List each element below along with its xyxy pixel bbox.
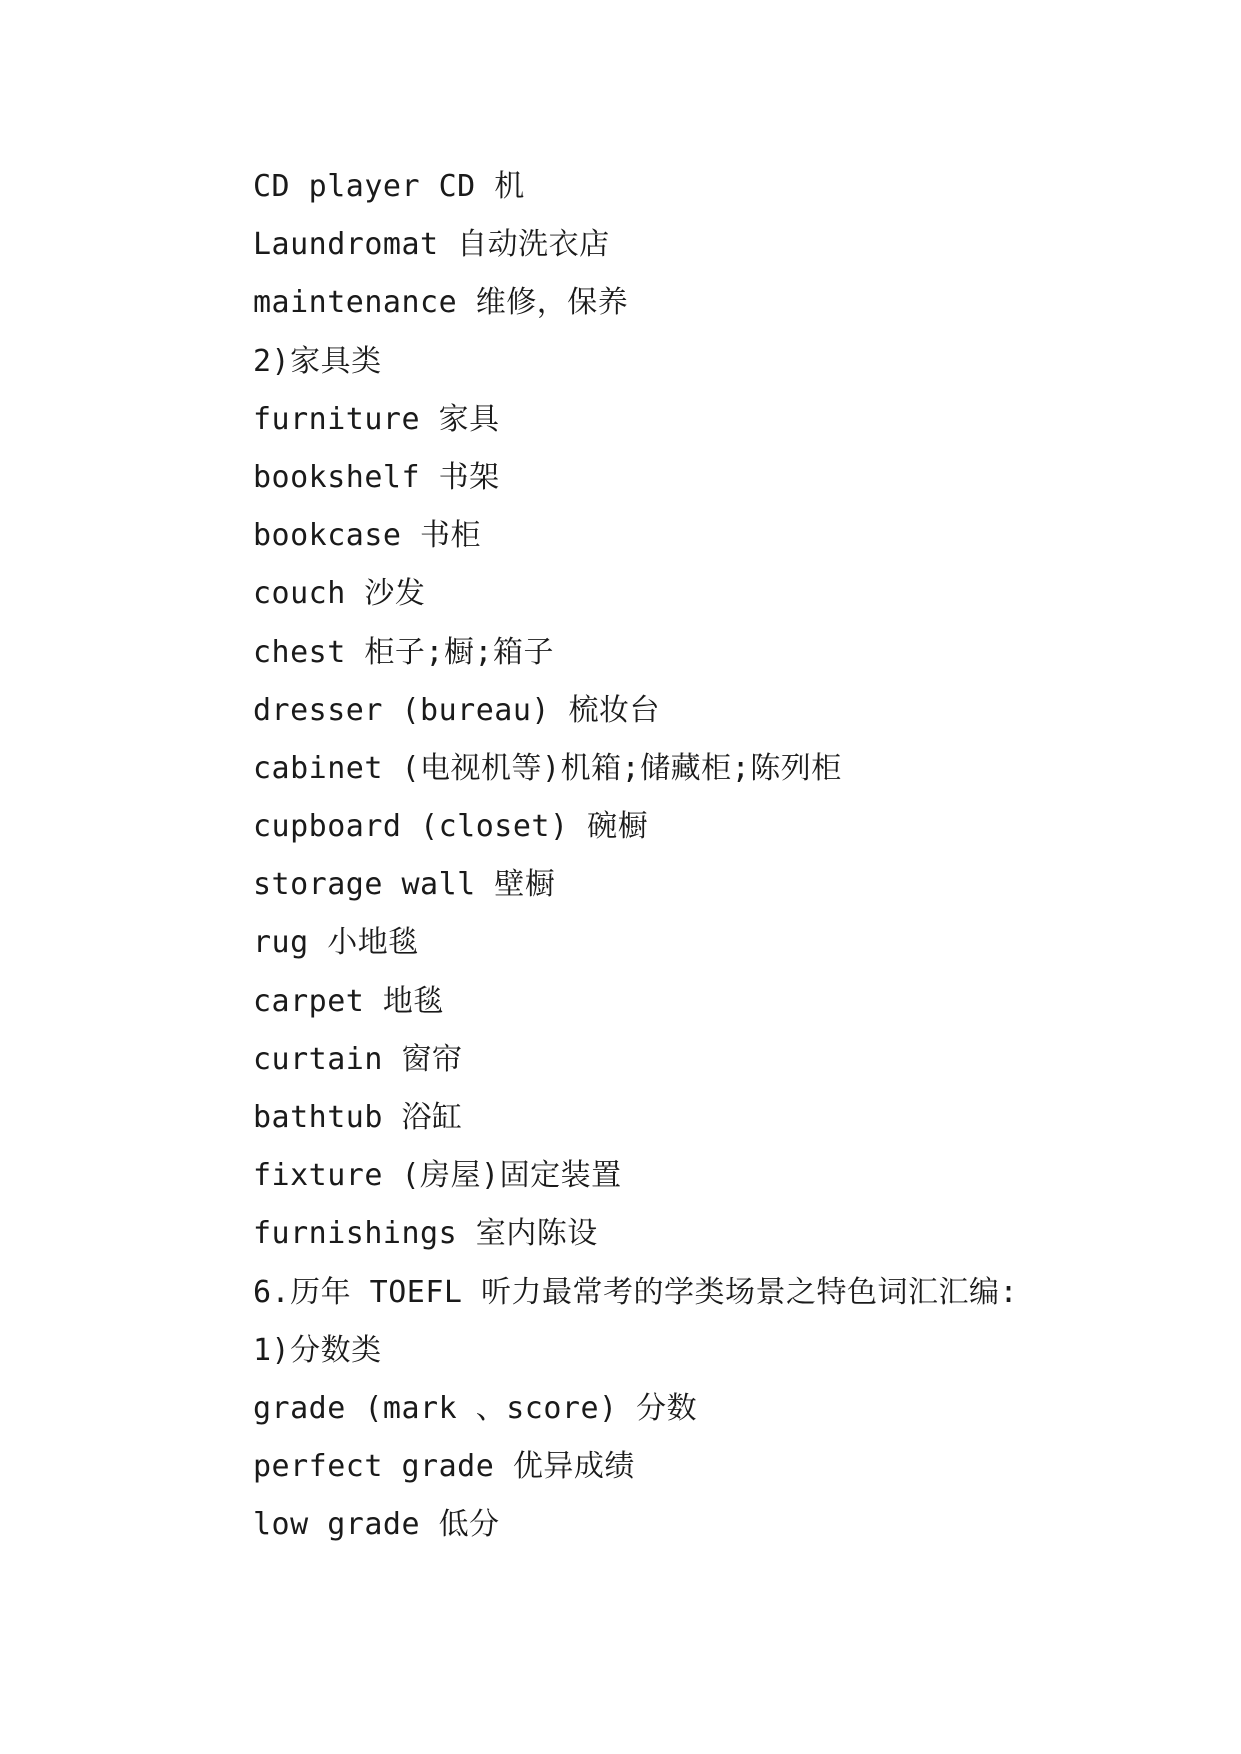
vocab-line-curtain: curtain 窗帘 — [253, 1041, 463, 1077]
vocab-line-couch: couch 沙发 — [253, 576, 426, 612]
vocab-line-grade: grade (mark 、score) 分数 — [253, 1390, 698, 1426]
vocab-line-fixture: fixture (房屋)固定装置 — [253, 1158, 622, 1194]
vocab-line-furniture: furniture 家具 — [253, 401, 500, 437]
section-heading-furniture: 2)家具类 — [253, 343, 382, 379]
vocab-line-bookshelf: bookshelf 书架 — [253, 459, 500, 495]
vocabulary-list — [253, 158, 1153, 1555]
vocab-line-furnishings: furnishings 室内陈设 — [253, 1216, 598, 1252]
vocab-line-chest: chest 柜子;橱;箱子 — [253, 634, 554, 670]
vocab-line-laundromat: Laundromat 自动洗衣店 — [253, 227, 610, 263]
vocab-line-storage-wall: storage wall 壁橱 — [253, 867, 556, 903]
vocab-line-cupboard: cupboard (closet) 碗橱 — [253, 809, 649, 845]
vocab-line-dresser: dresser (bureau) 梳妆台 — [253, 692, 661, 728]
vocab-line-bathtub: bathtub 浴缸 — [253, 1100, 463, 1135]
vocab-line-perfect-grade: perfect grade 优异成绩 — [253, 1449, 635, 1485]
vocab-line-cd-player: CD player CD 机 — [253, 169, 525, 204]
vocab-line-rug: rug 小地毯 — [253, 925, 419, 961]
vocab-line-bookcase: bookcase 书柜 — [253, 518, 482, 554]
vocab-line-carpet: carpet 地毯 — [253, 983, 444, 1019]
vocab-line-cabinet: cabinet (电视机等)机箱;储藏柜;陈列柜 — [253, 750, 842, 786]
section-heading-grades: 1)分数类 — [253, 1332, 382, 1368]
vocab-line-maintenance: maintenance 维修，保养 — [253, 285, 629, 321]
section-heading-toefl-vocabulary: 6.历年 TOEFL 听力最常考的学类场景之特色词汇汇编: — [253, 1274, 1019, 1310]
vocab-line-low-grade: low grade 低分 — [253, 1507, 500, 1543]
